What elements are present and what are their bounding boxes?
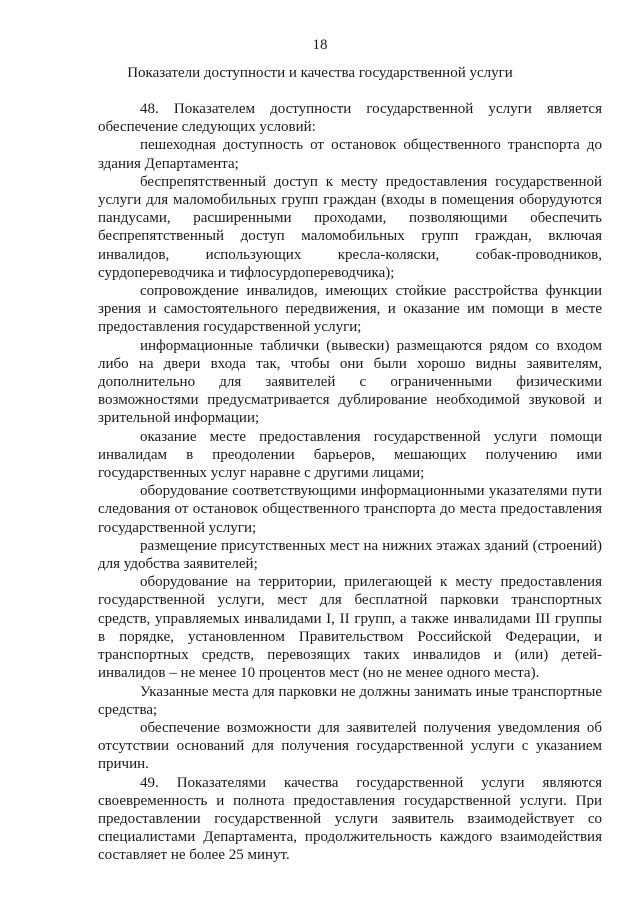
paragraph-notification: обеспечение возможности для заявителей получения уведомления об отсутствии оснований для получения государственной услуги с указанием причин. bbox=[98, 719, 602, 773]
paragraph-assistance: оказание месте предоставления государственной услуги помощи инвалидам в преодолении барьеров, мешающих получению ими государственных услуг наравне с другими лицами; bbox=[98, 428, 602, 482]
paragraph-pedestrian-access: пешеходная доступность от остановок общественного транспорта до здания Департамента; bbox=[98, 137, 602, 172]
paragraph-route-signs: оборудование соответствующими информационными указателями пути следования от остановок общественного транспорта до места предоставления государственной услуги; bbox=[98, 483, 602, 536]
document-body bbox=[98, 100, 602, 865]
paragraph-48: 48. Показателем доступности государственной услуги является обеспечение следующих условий: bbox=[98, 101, 602, 136]
paragraph-escort: сопровождение инвалидов, имеющих стойкие расстройства функции зрения и самостоятельного передвижения, и оказание им помощи в месте предоставления государственной услуги; bbox=[98, 283, 602, 336]
section-title: Показатели доступности и качества государственной услуги bbox=[127, 65, 513, 81]
paragraph-parking-note: Указанные места для парковки не должны занимать иные транспортные средства; bbox=[98, 683, 602, 718]
paragraph-ground-floor: размещение присутственных мест на нижних этажах зданий (строений) для удобства заявителей; bbox=[98, 537, 602, 573]
paragraph-parking: оборудование на территории, прилегающей к месту предоставления государственной услуги, мест для бесплатной парковки транспортных средств, управляемых инвалидами I, II групп, а также инвалидами III группы в порядке, установленном Правительством Российской Федерации, и транспортных средств, перевозящих таких инвалидов и (или) детей-инвалидов – не менее 10 процентов мест (но не менее одного места). bbox=[98, 574, 602, 682]
paragraph-49: 49. Показателями качества государственной услуги являются своевременность и полнота предоставления государственной услуги. При предоставлении государственной услуги заявитель взаимодействует со специалистами Департамента, продолжительность каждого взаимодействия составляет не более 25 минут. bbox=[98, 774, 602, 864]
paragraph-info-signs: информационные таблички (вывески) размещаются рядом со входом либо на двери входа так, чтобы они были хорошо видны заявителям, дополнительно для заявителей с ограниченными физическими возможностями предусматривается дублирование необходимой звуковой и зрительной информации; bbox=[98, 337, 602, 427]
page-number: 18 bbox=[312, 37, 328, 53]
paragraph-barrier-free-access: беспрепятственный доступ к месту предоставления государственной услуги для маломобильных групп граждан (входы в помещения оборудуются пандусами, расширенными проходами, позволяющими обеспечить беспрепятственный доступ маломобильных групп граждан, включая инвалидов, использующих кресла-коляски, собак-проводников, сурдопереводчика и тифлосурдопереводчика); bbox=[98, 173, 602, 281]
